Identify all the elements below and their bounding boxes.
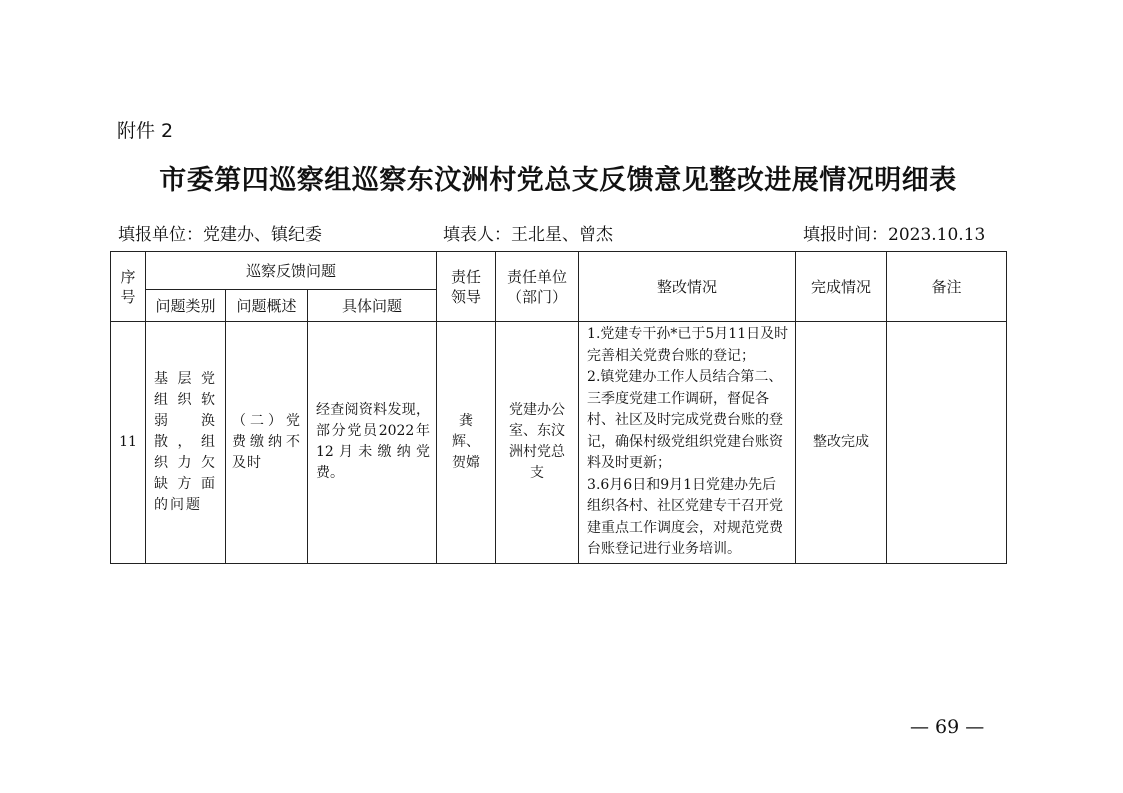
cell-rectification — [579, 322, 796, 564]
attachment-label: 附件 2 — [117, 120, 174, 142]
header-rectification: 整改情况 — [579, 252, 796, 322]
header-category: 问题类别 — [146, 290, 226, 322]
header-unit: 责任单位（部门） — [496, 252, 579, 322]
table-row — [111, 322, 1007, 564]
header-seq: 序号 — [111, 252, 146, 322]
cell-overview: （二）党费缴纳不及时 — [226, 322, 308, 564]
cell-unit: 党建办公室、东汶洲村党总支 — [496, 322, 579, 564]
fill-person: 填表人：王北星、曾杰 — [443, 225, 613, 245]
rectification-item: 2.镇党建办工作人员结合第二、三季度党建工作调研，督促各村、社区及时完成党费台账的登记，确保村级党组织党建台账资料及时更新； — [587, 369, 784, 471]
cell-completion: 整改完成 — [796, 322, 887, 564]
header-completion: 完成情况 — [796, 252, 887, 322]
cell-category: 基层党组织软弱涣散，组织力欠缺方面的问题 — [146, 322, 226, 564]
cell-remarks — [887, 322, 1007, 564]
table-header-row — [111, 252, 1007, 290]
fill-time: 填报时间：2023.10.13 — [803, 225, 986, 245]
rectification-item: 3.6月6日和9月1日党建办先后组织各村、社区党建专干召开党建重点工作调度会，对规范党费台账登记进行业务培训。 — [587, 476, 784, 557]
page-number: — 69 — — [910, 716, 985, 738]
cell-specific: 经查阅资料发现，部分党员2022年12月未缴纳党费。 — [308, 322, 437, 564]
header-feedback-group: 巡察反馈问题 — [146, 252, 437, 290]
header-leader: 责任领导 — [437, 252, 496, 322]
page-title: 市委第四巡察组巡察东汶洲村党总支反馈意见整改进展情况明细表 — [159, 165, 957, 196]
fill-unit: 填报单位：党建办、镇纪委 — [118, 225, 322, 245]
rectification-table — [110, 251, 1007, 564]
cell-leader: 龚辉、贺嫦 — [437, 322, 496, 564]
cell-seq: 11 — [111, 322, 146, 564]
header-specific: 具体问题 — [308, 290, 437, 322]
header-overview: 问题概述 — [226, 290, 308, 322]
rectification-item: 1.党建专干孙*已于5月11日及时完善相关党费台账的登记； — [587, 326, 789, 364]
header-remarks: 备注 — [887, 252, 1007, 322]
